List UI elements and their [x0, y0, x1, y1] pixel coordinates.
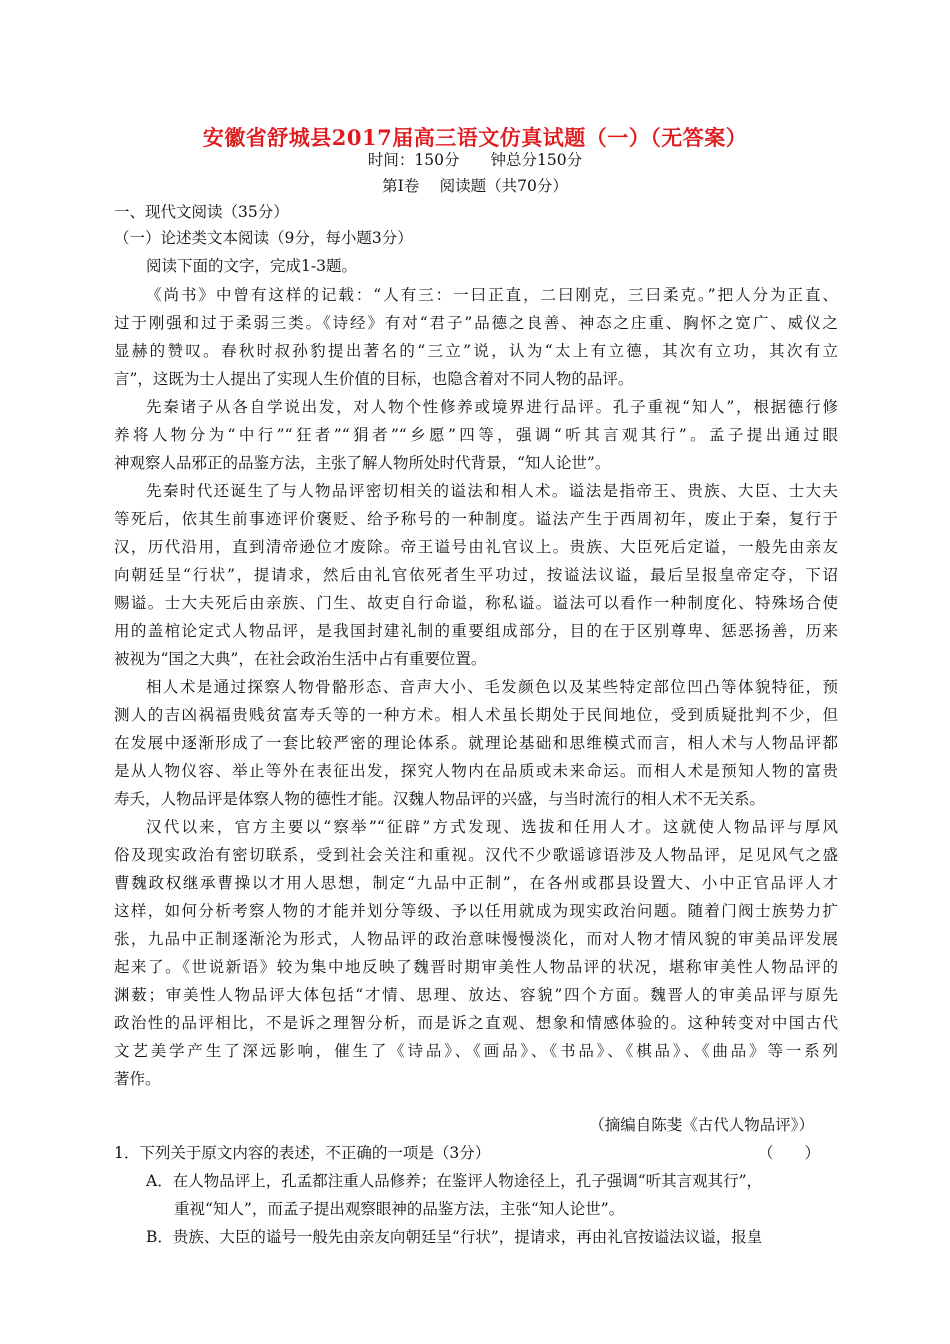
page-title: 安徽省舒城县2017届高三语文仿真试题（一）（无答案） [202, 125, 748, 150]
passage-line: 在发展中逐渐形成了一套比较严密的理论体系。就理论基础和思维模式而言，相人术与人物品评都 [114, 734, 838, 752]
passage-line: 显赫的赞叹。春秋时叔孙豹提出著名的“三立”说，认为“太上有立德，其次有立功，其次有立 [114, 342, 838, 360]
passage-line: 张，九品中正制逐渐沦为形式，人物品评的政治意味慢慢淡化，而对人物才情风貌的审美品评发展 [114, 930, 838, 948]
passage-line: 等死后，依其生前事迹评价褒贬、给予称号的一种制度。谥法产生于西周初年，废止于秦，复行于 [114, 510, 838, 528]
answer-blank[interactable]: （ ） [758, 1144, 821, 1162]
passage-line: 向朝廷呈“行状”，提请求，然后由礼官依死者生平功过，按谥法议谥，最后呈报皇帝定夺，下诏 [114, 566, 838, 584]
section-heading: 一、现代文阅读（35分） [114, 203, 289, 221]
passage-line: 用的盖棺论定式人物品评，是我国封建礼制的重要组成部分，目的在于区别尊卑、惩恶扬善，历来 [114, 622, 838, 640]
time-info: 时间：150分 钟总分150分 [367, 151, 583, 169]
passage-line: 渊薮；审美性人物品评大体包括“才情、思理、放达、容貌”四个方面。魏晋人的审美品评与原先 [114, 986, 838, 1004]
passage-line: 被视为“国之大典”，在社会政治生活中占有重要位置。 [114, 650, 487, 668]
passage-line: 是从人物仪容、举止等外在表征出发，探究人物内在品质或未来命运。而相人术是预知人物的富贵 [114, 762, 838, 780]
passage-line: 这样，如何分析考察人物的才能并划分等级、予以任用就成为现实政治问题。随着门阀士族势力扩 [114, 902, 838, 920]
passage-line: 过于刚强和过于柔弱三类。《诗经》有对“君子”品德之良善、神态之庄重、胸怀之宽广、威仪之 [114, 314, 838, 332]
sub-section-heading: （一）论述类文本阅读（9分，每小题3分） [114, 229, 413, 247]
passage-line: 著作。 [114, 1070, 161, 1088]
passage-line: 先秦诸子从各自学说出发，对人物个性修养或境界进行品评。孔子重视“知人”，根据德行修 [146, 398, 838, 416]
passage-line: 汉代以来，官方主要以“察举”“征辟”方式发现、选拔和任用人才。这就使人物品评与厚风 [146, 818, 838, 836]
option-a-continued: 重视“知人”，而孟子提出观察眼神的品鉴方法，主张“知人论世”。 [174, 1200, 625, 1218]
passage-line: 相人术是通过探察人物骨骼形态、音声大小、毛发颜色以及某些特定部位凹凸等体貌特征，预 [146, 678, 838, 696]
passage-line: 神观察人品邪正的品鉴方法，主张了解人物所处时代背景，“知人论世”。 [114, 454, 611, 472]
passage-line: 养将人物分为“中行”“狂者”“狷者”“乡愿”四等，强调“听其言观其行”。孟子提出通过眼 [114, 426, 838, 444]
passage-line: 寿夭，人物品评是体察人物的德性才能。汉魏人物品评的兴盛，与当时流行的相人术不无关系。 [114, 790, 766, 808]
option-b: B．贵族、大臣的谥号一般先由亲友向朝廷呈“行状”，提请求，再由礼官按谥法议谥，报皇 [146, 1228, 763, 1246]
passage-line: 言”，这既为士人提出了实现人生价值的目标，也隐含着对不同人物的品评。 [114, 370, 634, 388]
passage-line: 先秦时代还诞生了与人物品评密切相关的谥法和相人术。谥法是指帝王、贵族、大臣、士大夫 [146, 482, 838, 500]
passage-line: 起来了。《世说新语》较为集中地反映了魏晋时期审美性人物品评的状况，堪称审美性人物品评的 [114, 958, 838, 976]
passage-line: 曹魏政权继承曹操以才用人思想，制定“九品中正制”，在各州或郡县设置大、小中正官品评人才 [114, 874, 838, 892]
passage-line: 测人的吉凶祸福贵贱贫富寿夭等的一种方术。相人术虽长期处于民间地位，受到质疑批判不少，但 [114, 706, 838, 724]
option-a: A．在人物品评上，孔孟都注重人品修养；在鉴评人物途径上，孔子强调“听其言观其行”， [146, 1172, 763, 1190]
reading-instruction: 阅读下面的文字，完成1-3题。 [146, 257, 357, 275]
passage-line: 《尚书》中曾有这样的记载：“人有三：一曰正直，二曰刚克，三曰柔克。”把人分为正直、 [146, 286, 838, 304]
volume-heading: 第Ⅰ卷 阅读题（共70分） [382, 177, 568, 195]
passage-line: 政治性的品评相比，不是诉之理智分析，而是诉之直观、想象和情感体验的。这种转变对中国古代 [114, 1014, 838, 1032]
passage-line: 俗及现实政治有密切联系，受到社会关注和重视。汉代不少歌谣谚语涉及人物品评，足见风气之盛 [114, 846, 838, 864]
passage-source: （摘编自陈斐《古代人物品评》） [589, 1116, 814, 1134]
passage-line: 汉，历代沿用，直到清帝逊位才废除。帝王谥号由礼官议上。贵族、大臣死后定谥，一般先由亲友 [114, 538, 838, 556]
question-1-stem: 1．下列关于原文内容的表述，不正确的一项是（3分） [114, 1144, 491, 1162]
passage-line: 文艺美学产生了深远影响，催生了《诗品》、《画品》、《书品》、《棋品》、《曲品》等一系列 [114, 1042, 838, 1060]
passage-line: 赐谥。士大夫死后由亲族、门生、故吏自行命谥，称私谥。谥法可以看作一种制度化、特殊场合使 [114, 594, 838, 612]
